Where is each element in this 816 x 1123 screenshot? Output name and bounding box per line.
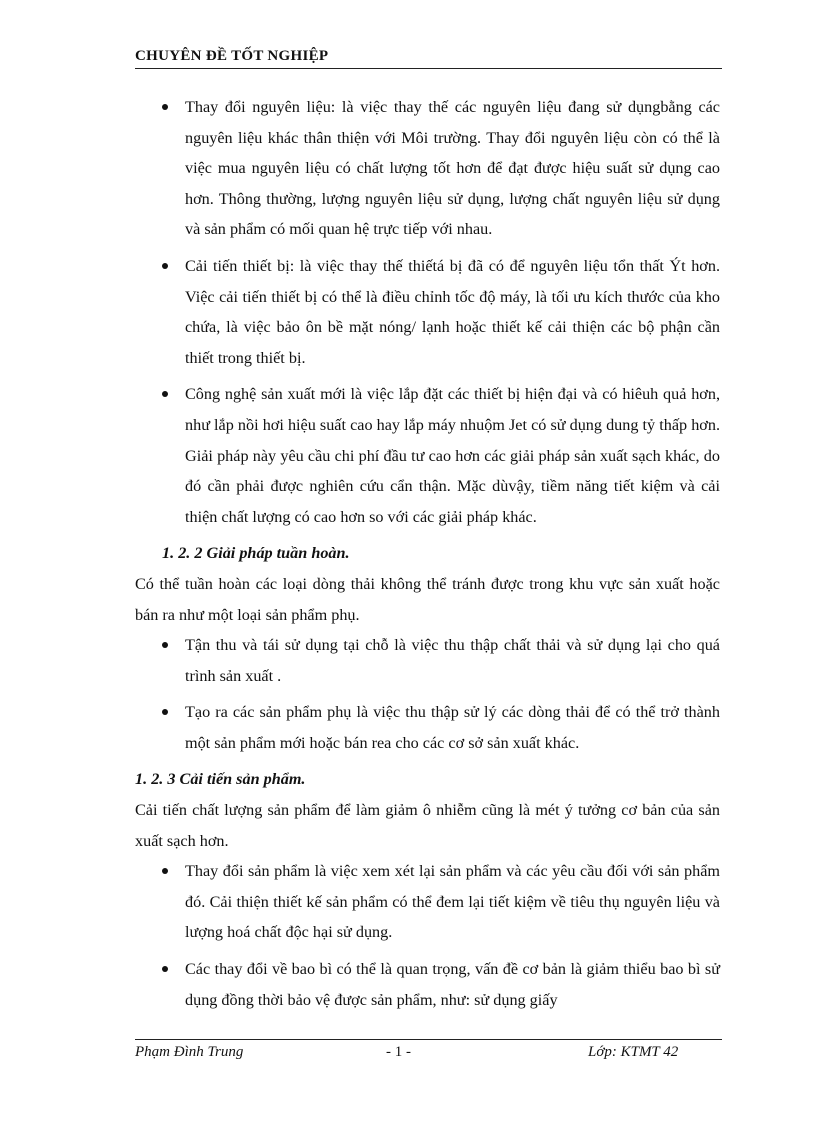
bullet-item [135, 92, 720, 245]
bullet-text: Tận thu và tái sử dụng tại chỗ là việc thu thập chất thải và sử dụng lại cho quá trình sản xuất . [185, 636, 720, 685]
bullet-dot-icon [162, 868, 168, 874]
bullet-dot-icon [162, 966, 168, 972]
bullet-dot-icon [162, 263, 168, 269]
footer-author: Phạm Đình Trung [135, 1044, 244, 1060]
bullet-text: Các thay đổi về bao bì có thể là quan trọng, vấn đề cơ bản là giảm thiểu bao bì sử dụng đồng thời bảo vệ được sản phẩm, như: sử dụng giấy [185, 960, 720, 1009]
bullet-dot-icon [162, 391, 168, 397]
section-heading: 1. 2. 2 Giải pháp tuần hoàn. [162, 544, 350, 563]
bullet-item [135, 856, 720, 948]
bullet-dot-icon [162, 104, 168, 110]
bullet-item [135, 379, 720, 532]
bullet-text: Cải tiến thiết bị: là việc thay thế thiếtá bị đã có để nguyên liệu tổn thất Ýt hơn. Việc cải tiến thiết bị có thể là điều chỉnh tốc độ máy, là tối ưu kích thước của kho chứa, là việc bảo ôn bề mặt nóng/ lạnh hoặc thiết kế cải thiện các bộ phận cần thiết trong thiết bị. [185, 256, 720, 367]
bullet-dot-icon [162, 709, 168, 715]
section-heading: 1. 2. 3 Cải tiến sản phẩm. [135, 770, 306, 789]
bullet-dot-icon [162, 642, 168, 648]
body-paragraph: Cải tiến chất lượng sản phẩm để làm giảm ô nhiễm cũng là mét ý tưởng cơ bản của sản xuất sạch hơn. [135, 801, 720, 850]
bullet-item [135, 697, 720, 758]
header-divider [135, 68, 722, 69]
bullet-text: Thay đổi nguyên liệu: là việc thay thế các nguyên liệu đang sử dụngbằng các nguyên liệu khác thân thiện với Môi trường. Thay đổi nguyên liệu còn có thể là việc mua nguyên liệu có chất lượng tốt hơn để đạt được hiệu suất sử dụng cao hơn. Thông thường, lượng nguyên liệu sử dụng, lượng chất nguyên liệu sử dụng và sản phẩm có mối quan hệ trực tiếp với nhau. [185, 98, 720, 239]
footer-page-number: - 1 - [386, 1044, 411, 1060]
bullet-text: Công nghệ sản xuất mới là việc lắp đặt các thiết bị hiện đại và có hiêuh quả hơn, như lắp nồi hơi hiệu suất cao hay lắp máy nhuộm Jet có sử dụng dung tỷ thấp hơn. Giải pháp này yêu cầu chi phí đầu tư cao hơn các giải pháp sản xuất sạch khác, do đó cần phải được nghiên cứu cẩn thận. Mặc dùvậy, tiềm năng tiết kiệm và cải thiện chất lượng có cao hơn so với các giải pháp khác. [185, 385, 720, 526]
bullet-item [135, 954, 720, 1015]
page-header-title: CHUYÊN ĐỀ TỐT NGHIỆP [135, 48, 329, 64]
bullet-text: Tạo ra các sản phẩm phụ là việc thu thập sử lý các dòng thải để có thể trở thành một sản phẩm mới hoặc bán rea cho các cơ sở sản xuất khác. [185, 703, 720, 752]
document-body [135, 92, 720, 1021]
bullet-text: Thay đổi sản phẩm là việc xem xét lại sản phẩm và các yêu cầu đối với sản phẩm đó. Cải thiện thiết kế sản phẩm có thể đem lại tiết kiệm về tiêu thụ nguyên liệu và lượng hoá chất độc hại sử dụng. [185, 862, 720, 942]
body-paragraph: Có thể tuần hoàn các loại dòng thải không thể tránh được trong khu vực sản xuất hoặc bán ra như một loại sản phẩm phụ. [135, 574, 720, 624]
bullet-item [135, 630, 720, 691]
bullet-item [135, 251, 720, 373]
footer-divider [135, 1039, 722, 1040]
footer-class: Lớp: KTMT 42 [588, 1044, 679, 1060]
